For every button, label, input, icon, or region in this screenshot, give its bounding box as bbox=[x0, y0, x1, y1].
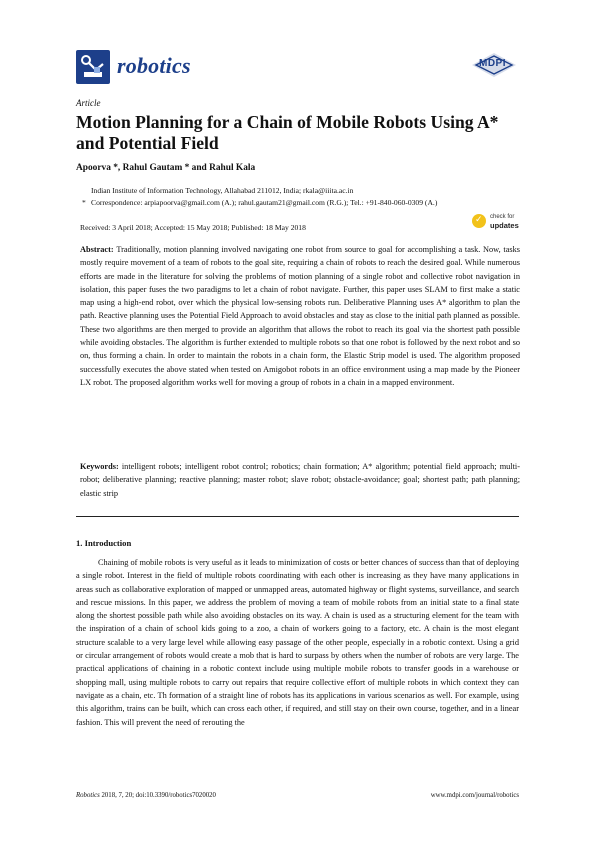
abstract-text: Traditionally, motion planning involved navigating one robot from source to goal for accomplishing a task. Now, tasks mostly require movement of a team of robots to the goal site, requiring a chain of robots to reach the desired goal. While numerous efforts are made in the literature for solving the problems of motion planning of a single robot and collective robot navigation in isolation, this paper fuses the two paradigms to let a chain of robot navigate. Further, this paper uses SLAM to first make a static map using a high-end robot, over which the physical low-sensing robots run. Deliberative Planning uses A* algorithm to plan the path. Reactive planning uses the Potential Field Approach to avoid obstacles and stay as close to the initial path planned as possible. These two algorithms are then merged to provide an algorithm that allows the robot to reach its goal via the shortest path possible while avoiding obstacles. The algorithm is further extended to multiple robots so that one robot is followed by the next robot and so on, thus forming a chain. In order to maintain the robots in a chain form, the Elastic Strip model is used. The algorithm proposed successfully executes the above stated when tested on Amigobot robots in an office environment using a map made by the Pioneer LX robot. The proposed algorithm works well for moving a group of robots in a chain in a mapped environment. bbox=[80, 245, 520, 387]
badge-line1: check for bbox=[490, 214, 515, 220]
check-for-updates-badge[interactable] bbox=[470, 210, 526, 238]
article-title: Motion Planning for a Chain of Mobile Robots Using A* and Potential Field bbox=[76, 112, 499, 153]
keywords-label: Keywords: bbox=[80, 462, 122, 471]
section-heading-introduction: 1. Introduction bbox=[76, 538, 132, 548]
journal-name: robotics bbox=[117, 53, 191, 78]
abstract bbox=[80, 243, 520, 389]
affiliation-line: Indian Institute of Information Technology, Allahabad 211012, India; rkala@iiita.ac.in bbox=[91, 186, 354, 195]
footer-journal: Robotics bbox=[76, 792, 102, 799]
affiliations bbox=[76, 185, 546, 209]
authors: Apoorva *, Rahul Gautam * and Rahul Kala bbox=[76, 163, 256, 173]
footer-citation bbox=[76, 792, 216, 799]
article-type: Article bbox=[76, 98, 101, 108]
introduction-paragraph: Chaining of mobile robots is very useful as it leads to minimization of costs or better chances of success than that of deploying a single robot. Interest in the field of multiple robots coordinating with each other is increasing as they have many applications in areas such as collaborative exploration of mapped or unmapped areas, automated highway or flight systems, surveillance, and search and rescue missions. In this paper, we address the problem of moving a team of mobile robots from an initial state to a final state along the shortest possible path while also avoiding obstacles on its way. A chain is used as a structuring element for the team with the inspiration of a chain of school kids going to a zoo, a chain of workers going to a factory, etc. A chain is the most elegant structure scalable to a very large level while allowing easy passage of the other people, especially in a robotic context. Using a grid or circular arrangement of robots would create a mob that is hard to surpass by others when the number of robots are very large. The practical applications of chaining in a robotic context include using multiple mobile robots to transfer goods in a warehouse or shopping mall, using multiple robots to carry out repairs that require collective effort of multiple robots in which context they can navigate as a chain, etc. Th formation of a straight line of robots has its applications in various scenarios as well. For example, using this algorithm, trains can be built, which can cross each other, if required, and still stay on their own course, together, and in a linear fashion. This will prevent the need of rerouting the bbox=[76, 558, 519, 727]
abstract-label: Abstract: bbox=[80, 245, 117, 254]
section-divider bbox=[76, 516, 519, 517]
correspondence-line bbox=[76, 197, 546, 209]
footer-citation-rest: 2018, 7, 20; doi:10.3390/robotics7020020 bbox=[101, 792, 216, 799]
article-dates: Received: 3 April 2018; Accepted: 15 May 2018; Published: 18 May 2018 bbox=[80, 223, 306, 232]
mdpi-logo-text: MDPI bbox=[479, 58, 506, 69]
checkmark-icon: ✓ bbox=[472, 214, 486, 228]
correspondence-text: Correspondence: arpiapoorva@gmail.com (A.); rahul.gautam21@gmail.com (R.G.); Tel.: +91-840-060-0309 (A.) bbox=[91, 198, 438, 207]
footer-url[interactable]: www.mdpi.com/journal/robotics bbox=[430, 792, 519, 799]
keywords-text: intelligent robots; intelligent robot control; robotics; chain formation; A* algorithm; potential field approach; multi-robot; deliberative planning; reactive planning; master robot; slave robot; obstacle-avoidance; goal; shortest path; path planning; elastic strip bbox=[80, 462, 520, 498]
keywords bbox=[80, 460, 520, 500]
robotics-journal-icon bbox=[76, 50, 110, 84]
correspondence-marker: * bbox=[82, 198, 86, 207]
mdpi-logo bbox=[470, 52, 518, 78]
badge-line2: updates bbox=[490, 221, 519, 230]
